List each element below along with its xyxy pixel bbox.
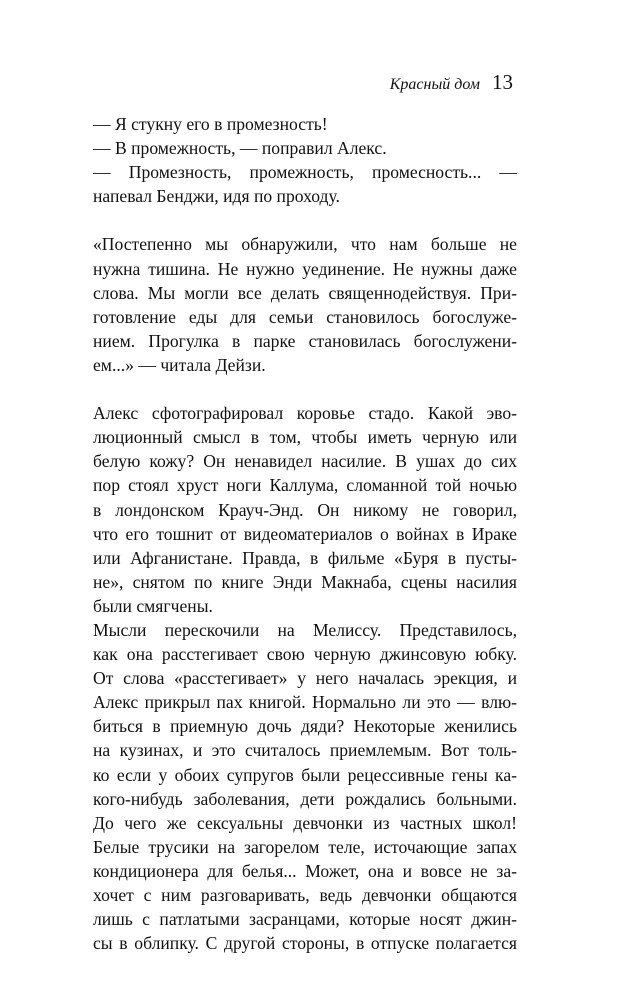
paragraph-gap [93, 208, 517, 232]
text-line: Белые трусики на загорелом теле, источающие запах [93, 836, 517, 857]
text-line: нием. Прогулка в парке становилась богослужени- [93, 330, 517, 351]
text-line: «Постепенно мы обнаружили, что нам больше не [93, 234, 517, 255]
text-line: люционный смысл в том, чтобы иметь черную или [93, 427, 517, 448]
text-line: Мысли перескочили на Мелиссу. Представилось, [93, 619, 517, 640]
body-text [93, 112, 517, 955]
text-line: — В промежность, — поправил Алекс. [93, 138, 387, 159]
text-line: биться в приемную дочь дяди? Некоторые женились [93, 716, 517, 737]
text-line: кондиционера для белья... Может, она и вовсе не за- [93, 860, 517, 881]
text-line: сы в облипку. С другой стороны, в отпуске полагается [93, 933, 517, 954]
text-line: Алекс сфотографировал коровье стадо. Какой эво- [93, 403, 517, 424]
text-line: на кузинах, и это считалось приемлемым. Вот толь- [93, 740, 517, 761]
text-line: — Я стукну его в промезность! [93, 114, 328, 134]
text-line: белую кожу? Он ненавидел насилие. В ушах до сих [93, 451, 517, 472]
text-line: До чего же сексуальны девчонки из частных школ! [93, 812, 517, 833]
text-line: ко если у обоих супругов были рецессивные гены ка- [93, 764, 517, 785]
text-line: напевал Бенджи, идя по проходу. [93, 186, 340, 207]
text-line: были смягчены. [93, 595, 213, 616]
text-line: — Промезность, промежность, промесность... — [93, 162, 517, 183]
text-line: хочет с ним разговаривать, ведь девчонки общаются [93, 885, 517, 905]
text-line: не», снятом по книге Энди Макнаба, сцены насилия [93, 571, 517, 592]
page-number: 13 [492, 70, 513, 94]
text-line: слова. Мы могли все делать священнодействуя. При- [93, 282, 517, 303]
text-line: готовление еды для семьи становилось богослуже- [93, 306, 517, 327]
text-line: нужна тишина. Не нужно уединение. Не нужны даже [93, 258, 517, 279]
text-line: От слова «расстегивает» у него началась эрекция, и [93, 668, 517, 689]
text-line: что его тошнит от видеоматериалов о войнах в Ираке [93, 523, 517, 544]
text-line: кого-нибудь заболевания, дети рождались больными. [93, 788, 517, 809]
text-line: пор стоял хруст ноги Каллума, сломанной той ночью [93, 475, 517, 496]
running-title: Красный дом [389, 76, 480, 93]
text-line: в лондонском Крауч-Энд. Он никому не говорил, [93, 499, 517, 520]
text-line: как она расстегивает свою черную джинсовую юбку. [93, 644, 517, 665]
text-line: или Афганистане. Правда, в фильме «Буря в пусты- [93, 547, 517, 568]
text-line: ем...» — читала Дейзи. [93, 354, 266, 375]
page-header [390, 70, 513, 95]
paragraph-gap [93, 377, 517, 401]
text-line: лишь с патлатыми засранцами, которые носят джин- [93, 909, 517, 930]
text-line: Алекс прикрыл пах книгой. Нормально ли это — влю- [93, 692, 517, 713]
